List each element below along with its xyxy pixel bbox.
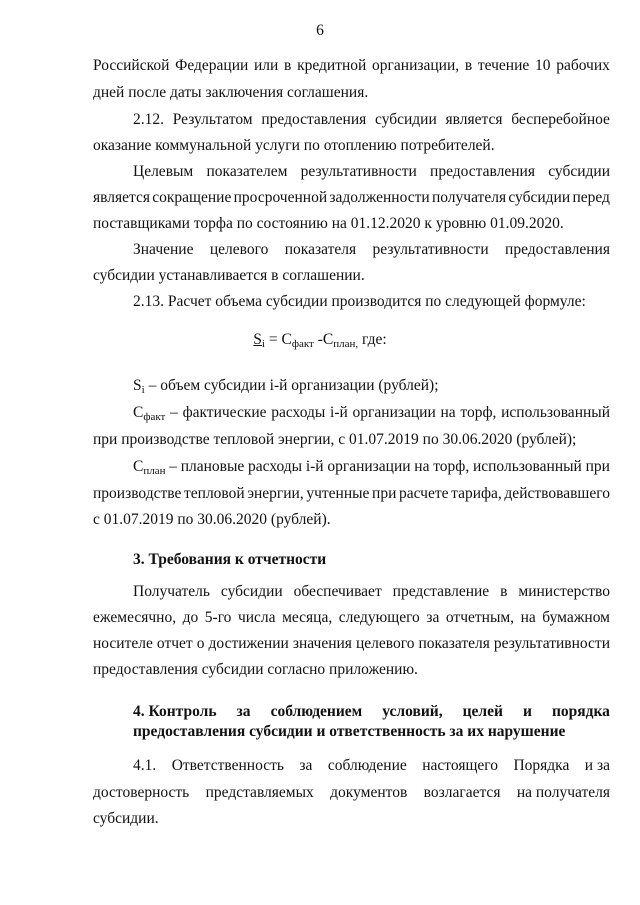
word: производстве xyxy=(93,485,182,502)
word: целевого xyxy=(355,635,415,652)
s3-line-3 xyxy=(93,635,610,653)
word: торф, xyxy=(433,458,470,475)
target-line-1 xyxy=(93,163,610,181)
word: в xyxy=(500,583,508,600)
def-s xyxy=(133,377,439,395)
word: сокращение xyxy=(152,189,232,206)
word: результативности xyxy=(493,635,610,652)
s4-line-1 xyxy=(93,757,610,775)
word: бумажном xyxy=(542,609,610,626)
word: числа xyxy=(237,609,276,626)
formula-eq: = C xyxy=(264,331,292,348)
word: представляемых xyxy=(205,784,314,801)
word: показателем xyxy=(206,163,288,180)
def-cplan-line-2 xyxy=(93,485,610,503)
s3-line-4: предоставления субсидии согласно приложению. xyxy=(93,661,418,678)
word: субсидии xyxy=(375,111,437,128)
word: месяца, xyxy=(282,609,333,626)
s4-line-3: субсидии. xyxy=(93,810,159,827)
word: рабочих xyxy=(556,57,610,74)
word: торф, xyxy=(460,404,497,421)
formula-s-sub: i xyxy=(261,338,265,350)
word: предоставления xyxy=(430,163,535,180)
word: расходы xyxy=(271,404,326,421)
word: фактические xyxy=(182,404,267,421)
word: до xyxy=(182,609,199,626)
p213-line: 2.13. Расчет объема субсидии производится по следующей формуле: xyxy=(133,293,586,310)
word: показателя xyxy=(418,635,490,652)
word: целевого xyxy=(209,241,269,258)
word: Значение xyxy=(133,241,194,258)
word: Порядка xyxy=(513,757,570,774)
def-s-symbol: S xyxy=(133,377,142,394)
word: энергии, xyxy=(247,485,304,502)
word: обеспечивает xyxy=(293,583,382,600)
word: тепловой xyxy=(184,485,245,502)
word: предоставления xyxy=(261,111,367,128)
word: 4.1. xyxy=(133,757,157,774)
formula-tail: где: xyxy=(358,331,387,348)
word: соблюдение xyxy=(327,757,407,774)
word: 10 xyxy=(534,57,551,74)
word: возлагается xyxy=(423,784,501,801)
word: Ответственность xyxy=(171,757,284,774)
word: в xyxy=(284,57,292,74)
p212-line-2: оказание коммунальной услуги по отоплению потребителей. xyxy=(93,137,495,154)
word: расходы xyxy=(248,458,303,475)
word: 5-го xyxy=(204,609,232,626)
word: носителе xyxy=(93,635,153,652)
word: представление xyxy=(392,583,490,600)
def-s-sub: i xyxy=(141,384,145,396)
word: достижении xyxy=(208,635,289,652)
word: тарифа, xyxy=(451,485,502,502)
word: Целевым xyxy=(133,163,194,180)
def-cfact-symbol: Cфакт xyxy=(133,404,166,423)
def-cplan-symbol: Cплан xyxy=(133,458,166,477)
word: на xyxy=(414,458,430,475)
word: порядка xyxy=(551,703,610,720)
word: расчете xyxy=(398,485,449,502)
word: предоставления xyxy=(505,241,610,258)
word: достоверность xyxy=(93,784,190,801)
word: использованный xyxy=(501,404,610,421)
word: отчет xyxy=(156,635,193,652)
word: Получатель xyxy=(133,583,210,600)
word: значения xyxy=(292,635,352,652)
word: за xyxy=(426,609,440,626)
word: действовавшего xyxy=(504,485,610,502)
word: министерство xyxy=(518,583,610,600)
section-4-title-line-1 xyxy=(93,703,610,721)
target-line-3: поставщиками торфа по состоянию на 01.12.2020 к уровню 01.09.2020. xyxy=(93,215,564,232)
word: субсидии xyxy=(220,583,283,600)
word: – xyxy=(170,404,178,421)
word: при xyxy=(585,458,610,475)
word: субсидии xyxy=(508,189,571,206)
word: документов xyxy=(330,784,408,801)
word: организации xyxy=(327,458,411,475)
word: просроченной xyxy=(233,189,328,206)
def-cfact-line-2: при производстве тепловой энергии, с 01.07.2019 по 30.06.2020 (рублей); xyxy=(93,431,577,448)
word: ежемесячно, xyxy=(93,609,177,626)
word: организации, xyxy=(372,57,460,74)
word: – xyxy=(169,458,177,475)
word: плановые xyxy=(180,458,245,475)
word: 4. Контроль xyxy=(133,703,217,720)
word: 2.12. xyxy=(133,111,164,128)
word: условий, xyxy=(382,703,443,720)
formula-plan-sub: план, xyxy=(333,338,359,350)
word: учтенные xyxy=(306,485,370,502)
word: течение xyxy=(477,57,530,74)
word: на xyxy=(520,609,536,626)
word: за xyxy=(236,703,251,720)
word: или xyxy=(254,57,279,74)
word: перед xyxy=(572,189,610,206)
word: на получателя xyxy=(516,784,610,801)
word: следующего xyxy=(338,609,420,626)
formula-s: S xyxy=(253,331,262,348)
word: результативности xyxy=(300,163,417,180)
word: и xyxy=(522,703,532,720)
word: результативности xyxy=(372,241,489,258)
p212-line-1 xyxy=(93,111,610,129)
word: является xyxy=(93,189,150,206)
word: кредитной xyxy=(297,57,367,74)
value-line-1 xyxy=(93,241,610,259)
value-line-2: субсидии устанавливается в соглашении. xyxy=(93,267,365,284)
word: на xyxy=(440,404,456,421)
def-cplan-line-3: с 01.07.2019 по 30.06.2020 (рублей). xyxy=(93,511,331,528)
def-cplan-line-1 xyxy=(93,458,610,476)
word: задолженности xyxy=(329,189,430,206)
word: показателя xyxy=(284,241,357,258)
word: Результатом xyxy=(172,111,253,128)
word: настоящего xyxy=(422,757,498,774)
formula-fact-sub: факт xyxy=(291,338,314,350)
formula xyxy=(0,331,640,349)
word: субсидии xyxy=(548,163,610,180)
word: организации xyxy=(352,404,436,421)
word: при xyxy=(372,485,397,502)
section-4-title-line-2: предоставления субсидии и ответственность за их нарушение xyxy=(133,723,566,740)
word: целей xyxy=(462,703,503,720)
p1-line-2: дней после даты заключения соглашения. xyxy=(93,84,369,101)
word: соблюдением xyxy=(270,703,363,720)
word: получателя xyxy=(431,189,507,206)
word: Российской xyxy=(93,57,170,74)
formula-minus: -C xyxy=(313,331,334,348)
word: i-й xyxy=(330,404,348,421)
word: за xyxy=(299,757,313,774)
def-cfact-line-1 xyxy=(93,404,610,422)
word: i-й xyxy=(305,458,324,475)
word: и за xyxy=(584,757,610,774)
word: в xyxy=(464,57,473,74)
page-number: 6 xyxy=(316,22,324,39)
s4-line-2 xyxy=(93,784,610,802)
word: использованный xyxy=(472,458,582,475)
def-s-text: – объем субсидии i-й организации (рублей); xyxy=(144,377,439,394)
word: Федерации xyxy=(175,57,249,74)
word: бесперебойное xyxy=(511,111,610,128)
section-3-title: 3. Требования к отчетности xyxy=(133,551,327,568)
s3-line-1 xyxy=(93,583,610,601)
target-line-2 xyxy=(93,189,610,207)
s3-line-2 xyxy=(93,609,610,627)
word: отчетным, xyxy=(445,609,515,626)
word: о xyxy=(196,635,205,652)
p1-line-1 xyxy=(93,57,610,75)
word: является xyxy=(445,111,503,128)
